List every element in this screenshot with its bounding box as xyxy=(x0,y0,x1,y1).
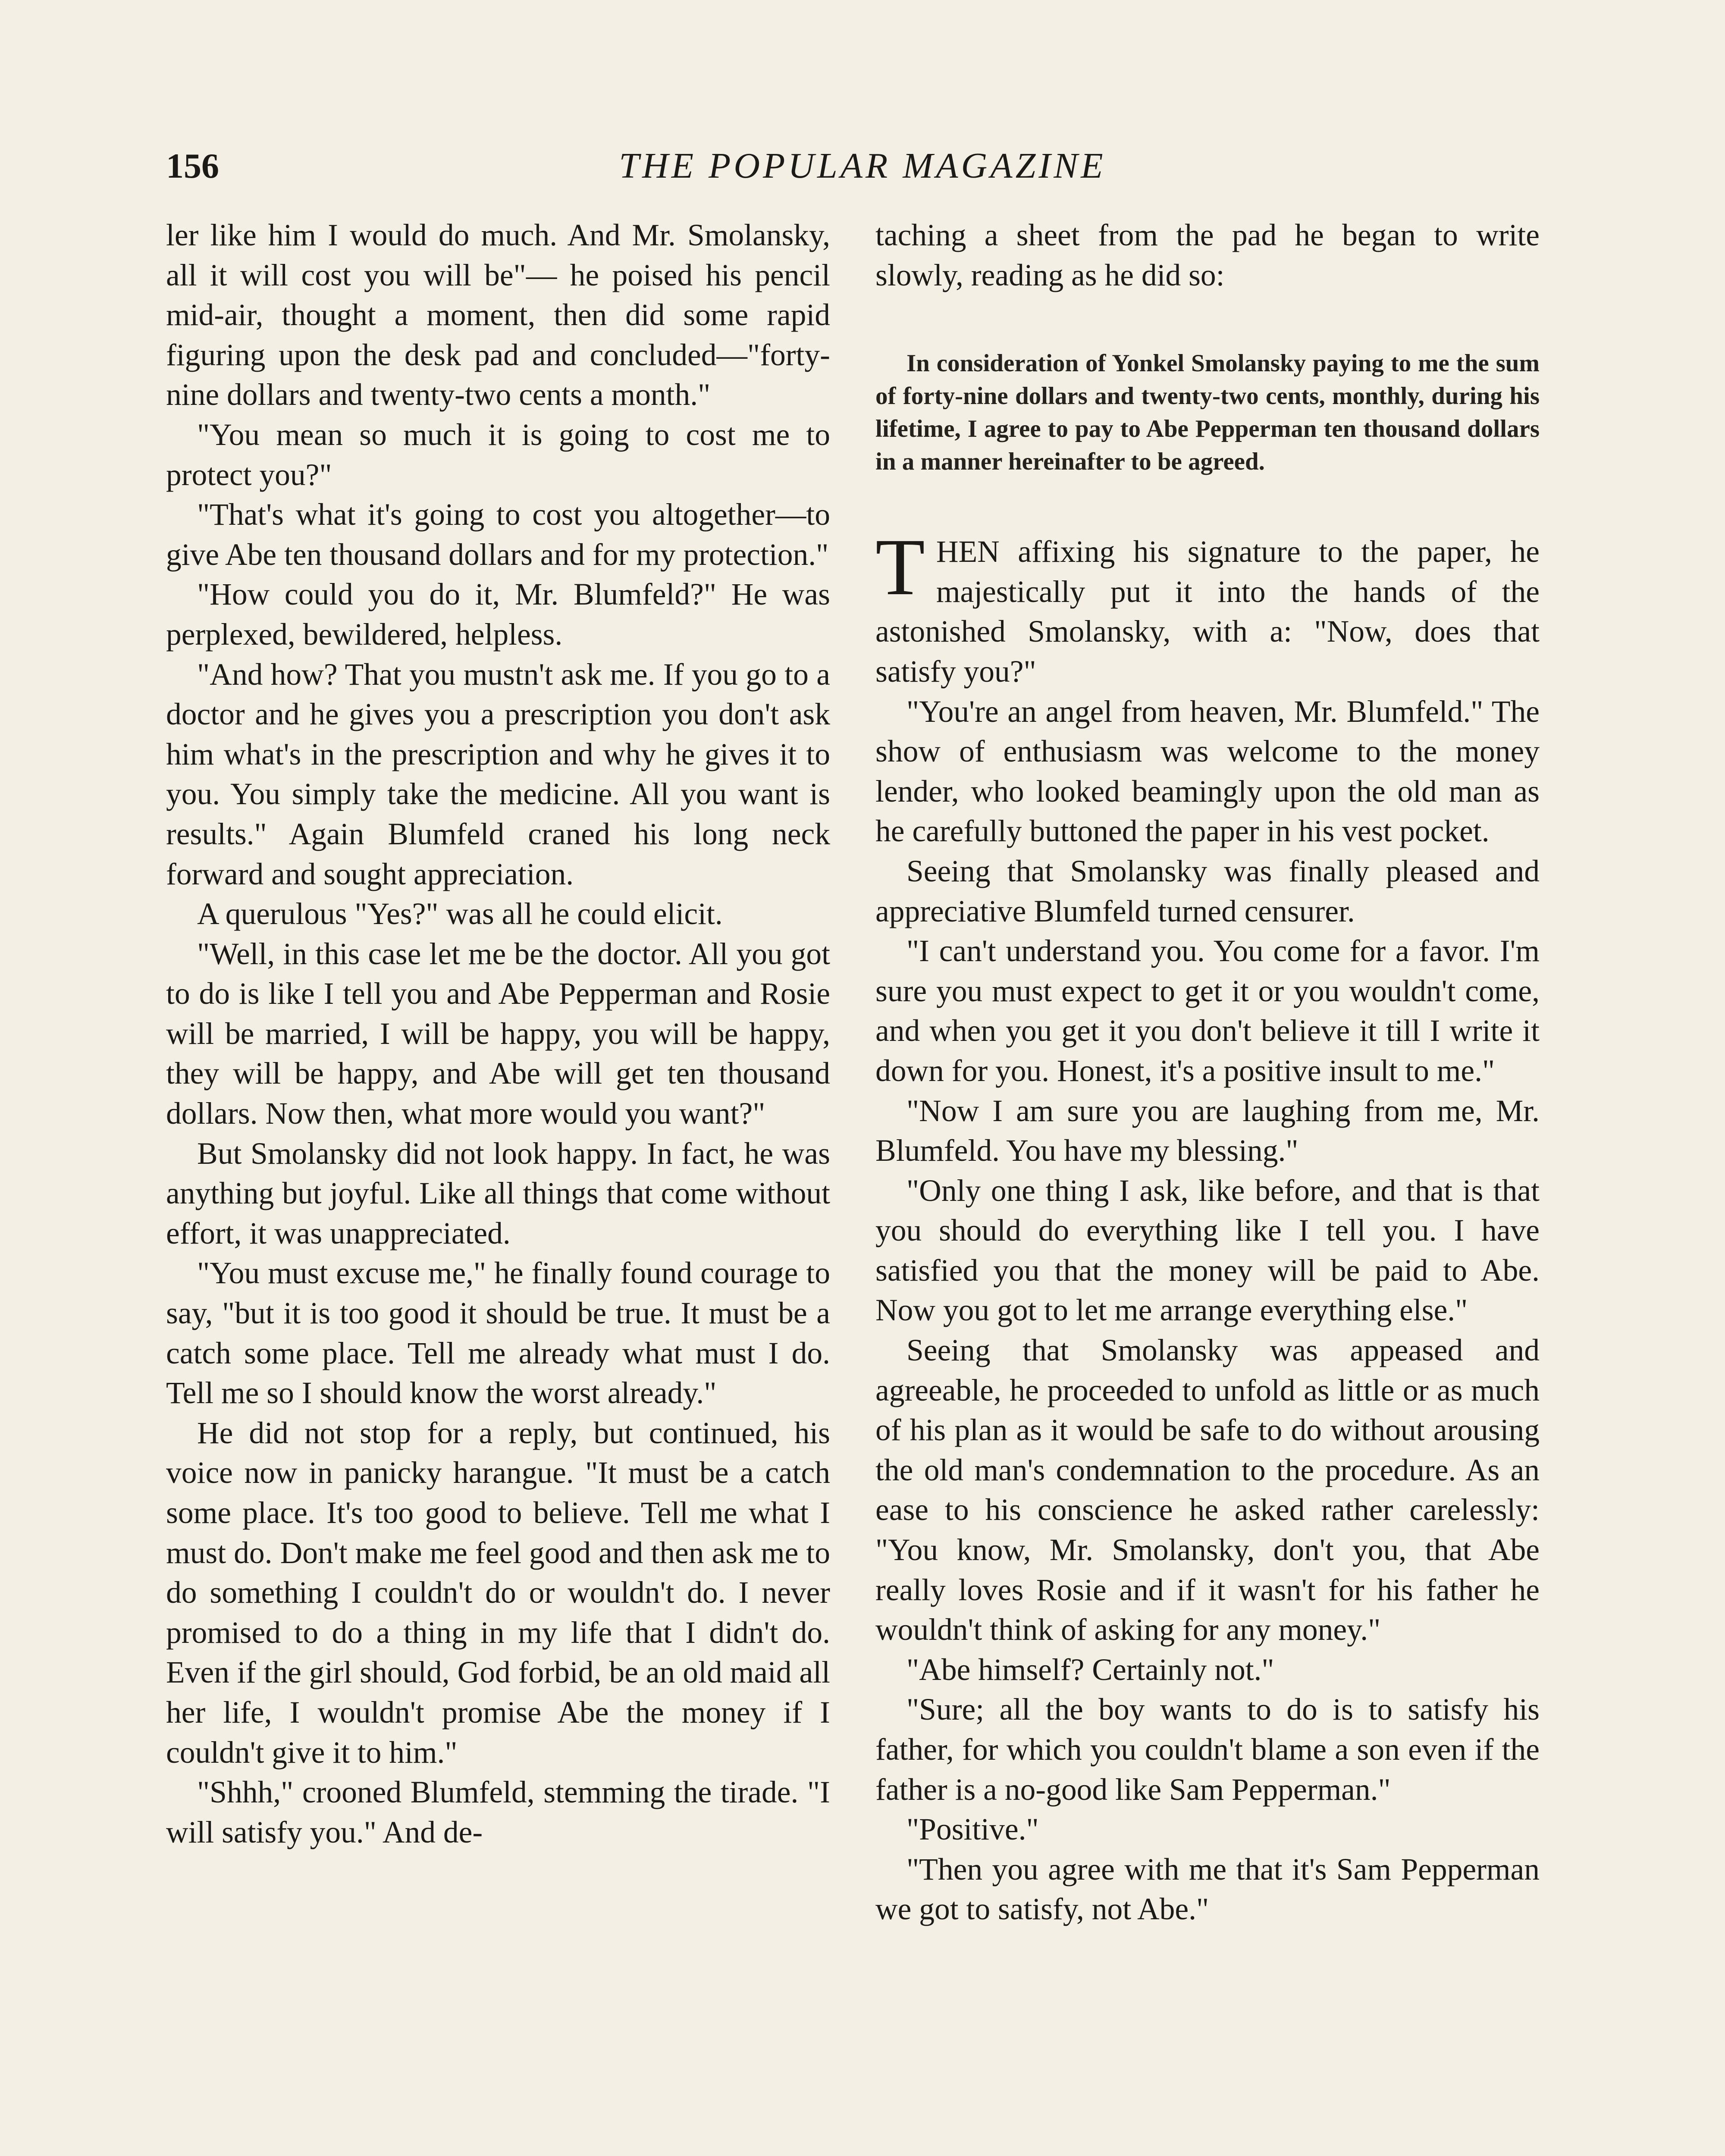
paragraph: "Well, in this case let me be the doctor. All you got to do is like I tell you and Abe Pepperman and Rosie will be married, I will be happy, you will be happy, they will be happy, and Abe will get ten thousand dollars. Now then, what more would you want?" xyxy=(166,937,830,1131)
paragraph: "You're an angel from heaven, Mr. Blumfeld." The show of enthusiasm was welcome to the money lender, who looked beamingly upon the old man as he carefully buttoned the paper in his vest pocket. xyxy=(875,694,1540,849)
contract-text: In consideration of Yonkel Smolansky paying to me the sum of forty-nine dollars and twenty-two cents, monthly, during his lifetime, I agree to pay to Abe Pepperman ten thousand dollars in a manner hereinafter to be agreed. xyxy=(875,350,1540,476)
page-number: 156 xyxy=(166,146,219,185)
paragraph: "Abe himself? Certainly not." xyxy=(906,1652,1274,1687)
paragraph: "Sure; all the boy wants to do is to satisfy his father, for which you couldn't blame a son even if the father is a no-good like Sam Pepperman." xyxy=(875,1692,1540,1807)
running-title: THE POPULAR MAGAZINE xyxy=(619,146,1106,186)
paragraph: Seeing that Smolansky was finally pleased and appreciative Blumfeld turned censurer. xyxy=(875,854,1540,928)
paragraph: But Smolansky did not look happy. In fact, he was anything but joyful. Like all things that come without effort, it was unappreciated. xyxy=(166,1136,830,1250)
paragraph: "Shhh," crooned Blumfeld, stemming the tirade. "I will satisfy you." And de- xyxy=(166,1775,830,1849)
paragraph: A querulous "Yes?" was all he could elicit. xyxy=(197,897,723,931)
paragraph: Seeing that Smolansky was appeased and agreeable, he proceeded to unfold as little or as much of his plan as it would be safe to do without arousing the old man's condemnation to the procedure. As an ease to his conscience he asked rather carelessly: "You know, Mr. Smolansky, don't you, that Abe really loves Rosie and if it wasn't for his father he wouldn't think of asking for any money." xyxy=(875,1333,1540,1647)
paragraph: "How could you do it, Mr. Blumfeld?" He was perplexed, bewildered, helpless. xyxy=(166,577,830,652)
paragraph: "You must excuse me," he finally found courage to say, "but it is too good it should be true. It must be a catch some place. Tell me already what must I do. Tell me so I should know the worst already." xyxy=(166,1256,830,1410)
paragraph: "You mean so much it is going to cost me to protect you?" xyxy=(166,417,830,492)
paragraph: "And how? That you mustn't ask me. If you go to a doctor and he gives you a prescription you don't ask him what's in the prescription and why he gives it to you. You simply take the medicine. All you want is results." Again Blumfeld craned his long neck forward and sought appreciation. xyxy=(166,657,830,891)
paragraph: taching a sheet from the pad he began to write slowly, reading as he did so: xyxy=(875,218,1540,292)
right-column xyxy=(875,216,1540,1930)
paragraph: He did not stop for a reply, but continued, his voice now in panicky harangue. "It must be a catch some place. It's too good to believe. Tell me what I must do. Don't make me feel good and then ask me to do something I couldn't do or wouldn't do. I never promised to do a thing in my life that I didn't do. Even if the girl should, God forbid, be an old maid all her life, I wouldn't promise Abe the money if I couldn't give it to him." xyxy=(166,1416,830,1770)
drop-cap-paragraph-text: HEN affixing his signature to the paper, he majestically put it into the hands of the astonished Smolansky, with a: "Now, does that satisfy you?" xyxy=(875,535,1540,689)
paragraph: "Positive." xyxy=(906,1812,1039,1847)
paragraph: "That's what it's going to cost you altogether—to give Abe ten thousand dollars and for my protection." xyxy=(166,498,830,572)
paragraph: "Now I am sure you are laughing from me, Mr. Blumfeld. You have my blessing." xyxy=(875,1094,1540,1168)
paragraph: "Then you agree with me that it's Sam Pepperman we got to satisfy, not Abe." xyxy=(875,1852,1540,1927)
paragraph: ler like him I would do much. And Mr. Smolansky, all it will cost you will be"— he poised his pencil mid-air, thought a moment, then did some rapid figuring upon the desk pad and concluded—"forty-nine dollars and twenty-two cents a month." xyxy=(166,218,830,412)
paragraph: "I can't understand you. You come for a favor. I'm sure you must expect to get it or you wouldn't come, and when you get it you don't believe it till I write it down for you. Honest, it's a positive insult to me." xyxy=(875,934,1540,1088)
paragraph: "Only one thing I ask, like before, and that is that you should do everything like I tell you. I have satisfied you that the money will be paid to Abe. Now you got to let me arrange everything else." xyxy=(875,1173,1540,1328)
page-header xyxy=(0,142,1725,194)
section-opening-paragraph xyxy=(875,522,1540,692)
left-column xyxy=(166,216,830,1852)
drop-cap: T xyxy=(875,522,925,612)
